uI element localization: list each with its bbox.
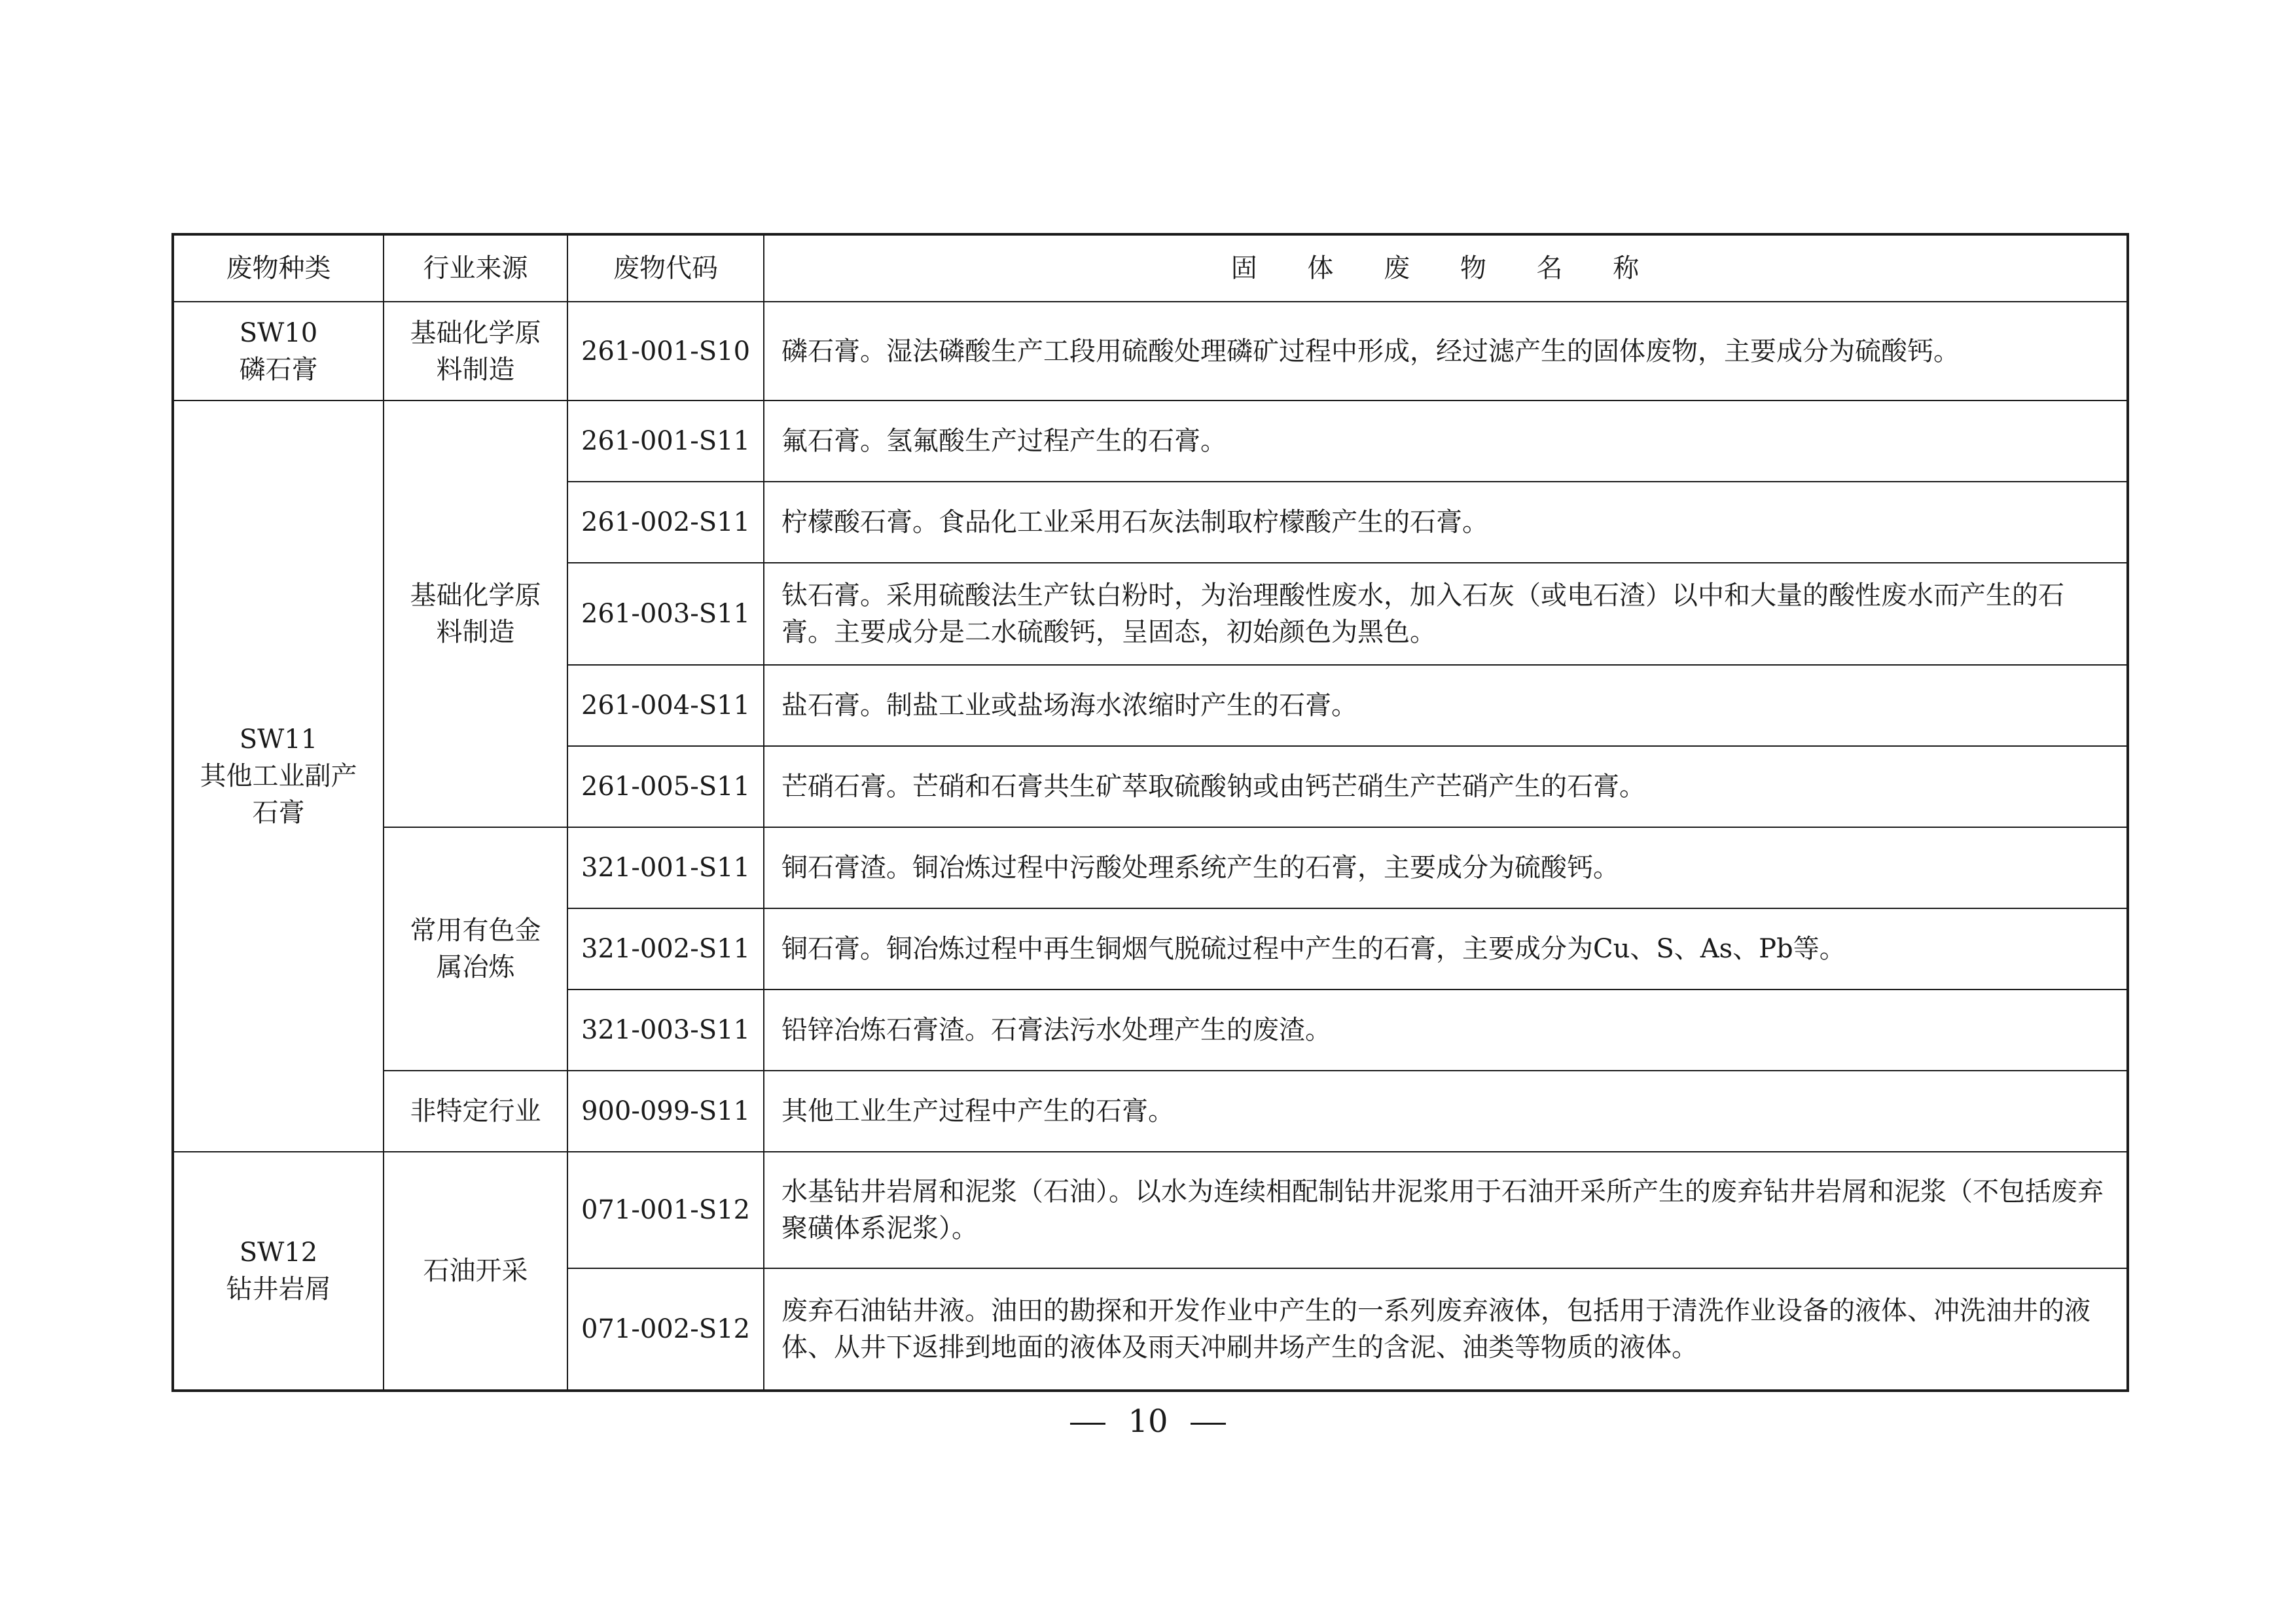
industry-cell: 非特定行业 (384, 1071, 567, 1152)
waste-description: 氟石膏。氢氟酸生产过程产生的石膏。 (764, 401, 2128, 482)
table-row (173, 302, 2128, 401)
waste-classification-table (171, 233, 2129, 1392)
category-code: SW10 (239, 317, 318, 348)
industry-cell (384, 827, 567, 1071)
waste-description: 钛石膏。采用硫酸法生产钛白粉时，为治理酸性废水，加入石灰（或电石渣）以中和大量的酸性废水而产生的石膏。主要成分是二水硫酸钙，呈固态，初始颜色为黑色。 (764, 563, 2128, 665)
waste-description: 铜石膏渣。铜冶炼过程中污酸处理系统产生的石膏，主要成分为硫酸钙。 (764, 827, 2128, 908)
header-category: 废物种类 (173, 234, 384, 302)
waste-code: 261-003-S11 (567, 563, 764, 665)
category-code: SW12 (239, 1238, 318, 1268)
industry-name-line1: 基础化学原 (410, 317, 541, 348)
waste-description: 铜石膏。铜冶炼过程中再生铜烟气脱硫过程中产生的石膏，主要成分为Cu、S、As、Pb等。 (764, 908, 2128, 990)
industry-name-line1: 常用有色金 (410, 916, 541, 946)
header-waste-name (764, 234, 2128, 302)
footer-dash-left (1070, 1423, 1105, 1425)
industry-cell (384, 302, 567, 401)
table-header-row (173, 234, 2128, 302)
industry-cell (384, 401, 567, 827)
waste-description: 盐石膏。制盐工业或盐场海水浓缩时产生的石膏。 (764, 665, 2128, 746)
industry-name-line1: 基础化学原 (410, 580, 541, 611)
waste-code: 071-001-S12 (567, 1152, 764, 1268)
waste-code: 321-003-S11 (567, 990, 764, 1071)
waste-code: 900-099-S11 (567, 1071, 764, 1152)
table-row (173, 1071, 2128, 1152)
industry-name-line2: 料制造 (436, 354, 515, 385)
header-waste-name-text: 固 体 废 物 名 称 (1230, 253, 1660, 283)
industry-name-line2: 料制造 (436, 617, 515, 647)
category-name: 磷石膏 (239, 354, 318, 385)
header-industry: 行业来源 (384, 234, 567, 302)
category-name-line1: 其他工业副产 (200, 761, 357, 791)
category-name-line2: 石膏 (252, 798, 305, 828)
category-cell-sw12 (173, 1152, 384, 1391)
waste-description: 水基钻井岩屑和泥浆（石油）。以水为连续相配制钻井泥浆用于石油开采所产生的废弃钻井岩屑和泥浆（不包括废弃聚磺体系泥浆）。 (764, 1152, 2128, 1268)
page-footer (0, 1400, 2296, 1442)
category-code: SW11 (239, 724, 318, 755)
table-row (173, 827, 2128, 908)
waste-code: 071-002-S12 (567, 1268, 764, 1391)
waste-description: 柠檬酸石膏。食品化工业采用石灰法制取柠檬酸产生的石膏。 (764, 482, 2128, 563)
waste-code: 321-001-S11 (567, 827, 764, 908)
category-name: 钻井岩屑 (226, 1274, 331, 1304)
waste-code: 261-001-S10 (567, 302, 764, 401)
header-code: 废物代码 (567, 234, 764, 302)
waste-code: 261-004-S11 (567, 665, 764, 746)
waste-description: 废弃石油钻井液。油田的勘探和开发作业中产生的一系列废弃液体，包括用于清洗作业设备的液体、冲洗油井的液体、从井下返排到地面的液体及雨天冲刷井场产生的含泥、油类等物质的液体。 (764, 1268, 2128, 1391)
industry-cell: 石油开采 (384, 1152, 567, 1391)
industry-name-line2: 属冶炼 (436, 952, 515, 982)
category-cell-sw11 (173, 401, 384, 1152)
table-row (173, 401, 2128, 482)
waste-code: 261-002-S11 (567, 482, 764, 563)
waste-code: 261-005-S11 (567, 746, 764, 827)
waste-description: 铅锌冶炼石膏渣。石膏法污水处理产生的废渣。 (764, 990, 2128, 1071)
category-cell-sw10 (173, 302, 384, 401)
waste-description: 芒硝石膏。芒硝和石膏共生矿萃取硫酸钠或由钙芒硝生产芒硝产生的石膏。 (764, 746, 2128, 827)
page-number: 10 (1128, 1403, 1168, 1440)
table-row (173, 1152, 2128, 1268)
footer-dash-right (1191, 1423, 1226, 1425)
waste-description: 磷石膏。湿法磷酸生产工段用硫酸处理磷矿过程中形成，经过滤产生的固体废物，主要成分为硫酸钙。 (764, 302, 2128, 401)
waste-code: 321-002-S11 (567, 908, 764, 990)
waste-description: 其他工业生产过程中产生的石膏。 (764, 1071, 2128, 1152)
waste-code: 261-001-S11 (567, 401, 764, 482)
